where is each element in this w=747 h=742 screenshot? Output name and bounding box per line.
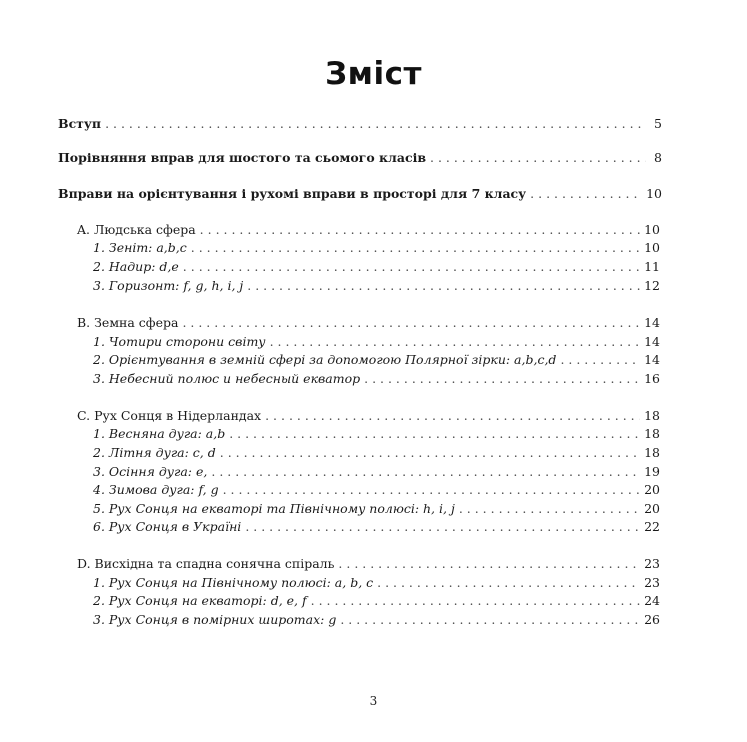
- toc-subentry[interactable]: [93, 240, 660, 256]
- toc-entry-page: 26: [644, 612, 660, 627]
- toc-entry-page: 18: [644, 445, 660, 460]
- toc-subentry[interactable]: [93, 371, 660, 387]
- toc-entry-page: 24: [644, 593, 660, 608]
- toc-entry-page: 19: [644, 464, 660, 479]
- toc-subentry[interactable]: [93, 519, 660, 535]
- toc-entry-page: 8: [654, 150, 662, 165]
- dot-leader: [183, 259, 640, 275]
- toc-entry-page: 5: [654, 116, 662, 131]
- toc-entry-label: 2. Орієнтування в земній сфері за допомогою Полярної зірки: a,b,c,d: [93, 352, 557, 367]
- toc-subentry[interactable]: [93, 334, 660, 350]
- dot-leader: [377, 575, 640, 591]
- toc-subentry[interactable]: [93, 464, 660, 480]
- toc-entry-page: 14: [644, 334, 660, 349]
- dot-leader: [223, 482, 641, 498]
- page-number: 3: [369, 694, 378, 708]
- toc-entry-page: 14: [644, 315, 660, 330]
- toc-subentry[interactable]: [93, 352, 660, 368]
- dot-leader: [105, 116, 646, 132]
- toc-entry-label: 2. Літня дуга: c, d: [93, 445, 216, 460]
- toc-section-d[interactable]: [77, 556, 660, 572]
- toc-section-b[interactable]: [77, 315, 660, 331]
- dot-leader: [364, 371, 640, 387]
- dot-leader: [265, 408, 640, 424]
- toc-entry-label: 3. Небесний полюс и небесный екватор: [93, 371, 361, 386]
- toc-entry-comparison[interactable]: [58, 150, 662, 166]
- dot-leader: [211, 464, 640, 480]
- dot-leader: [191, 240, 640, 256]
- toc-entry-page: 22: [644, 519, 660, 534]
- toc-entry-page: 10: [646, 186, 662, 201]
- toc-subentry[interactable]: [93, 445, 660, 461]
- toc-entry-label: 3. Осіння дуга: e,: [93, 464, 208, 479]
- toc-entry-label: 3. Горизонт: f, g, h, i, j: [93, 278, 244, 293]
- toc-entry-label: 1. Весняна дуга: a,b: [93, 426, 226, 441]
- dot-leader: [229, 426, 640, 442]
- toc-subentry[interactable]: [93, 612, 660, 628]
- toc-entry-label: 5. Рух Сонця на екваторі та Північному полюсі: h, i, j: [93, 501, 455, 516]
- toc-entry-label: 2. Надир: d,e: [93, 259, 179, 274]
- page-title: Зміст: [325, 56, 422, 92]
- toc-entry-label: A. Людська сфера: [77, 222, 196, 237]
- toc-entry-page: 14: [644, 352, 660, 367]
- dot-leader: [459, 501, 640, 517]
- toc-entry-label: 3. Рух Сонця в помірних широтах: g: [93, 612, 337, 627]
- dot-leader: [200, 222, 640, 238]
- dot-leader: [530, 186, 642, 202]
- toc-entry-page: 20: [644, 482, 660, 497]
- toc-entry-label: D. Висхідна та спадна сонячна спіраль: [77, 556, 335, 571]
- toc-entry-page: 18: [644, 408, 660, 423]
- toc-entry-page: 23: [644, 556, 660, 571]
- toc-entry-exercises[interactable]: [58, 186, 662, 202]
- toc-entry-label: 1. Чотири сторони світу: [93, 334, 266, 349]
- toc-section-c[interactable]: [77, 408, 660, 424]
- dot-leader: [560, 352, 640, 368]
- toc-entry-intro[interactable]: [58, 116, 662, 132]
- toc-entry-page: 16: [644, 371, 660, 386]
- toc-subentry[interactable]: [93, 593, 660, 609]
- toc-entry-page: 23: [644, 575, 660, 590]
- toc-entry-label: Вправи на орієнтування і рухомі вправи в просторі для 7 класу: [58, 186, 527, 201]
- toc-entry-label: C. Рух Сонця в Нідерландах: [77, 408, 262, 423]
- toc-entry-label: Вступ: [58, 116, 102, 131]
- toc-entry-page: 12: [644, 278, 660, 293]
- toc-entry-page: 10: [644, 222, 660, 237]
- toc-entry-label: 6. Рух Сонця в Україні: [93, 519, 242, 534]
- dot-leader: [311, 593, 640, 609]
- dot-leader: [245, 519, 640, 535]
- dot-leader: [182, 315, 640, 331]
- toc-section-a[interactable]: [77, 222, 660, 238]
- toc-entry-page: 11: [644, 259, 660, 274]
- toc-subentry[interactable]: [93, 482, 660, 498]
- dot-leader: [430, 150, 646, 166]
- dot-leader: [270, 334, 641, 350]
- toc-entry-page: 18: [644, 426, 660, 441]
- dot-leader: [247, 278, 640, 294]
- toc-entry-page: 20: [644, 501, 660, 516]
- toc-entry-label: 2. Рух Сонця на екваторі: d, e, f: [93, 593, 307, 608]
- dot-leader: [338, 556, 640, 572]
- toc-subentry[interactable]: [93, 426, 660, 442]
- dot-leader: [340, 612, 640, 628]
- toc-entry-page: 10: [644, 240, 660, 255]
- toc-subentry[interactable]: [93, 259, 660, 275]
- toc-entry-label: 4. Зимова дуга: f, g: [93, 482, 219, 497]
- toc-subentry[interactable]: [93, 501, 660, 517]
- dot-leader: [220, 445, 640, 461]
- toc-entry-label: 1. Рух Сонця на Північному полюсі: a, b, c: [93, 575, 374, 590]
- toc-subentry[interactable]: [93, 278, 660, 294]
- toc-entry-label: Порівняння вправ для шостого та сьомого класів: [58, 150, 426, 165]
- toc-entry-label: 1. Зеніт: a,b,c: [93, 240, 187, 255]
- toc-entry-label: B. Земна сфера: [77, 315, 179, 330]
- toc-subentry[interactable]: [93, 575, 660, 591]
